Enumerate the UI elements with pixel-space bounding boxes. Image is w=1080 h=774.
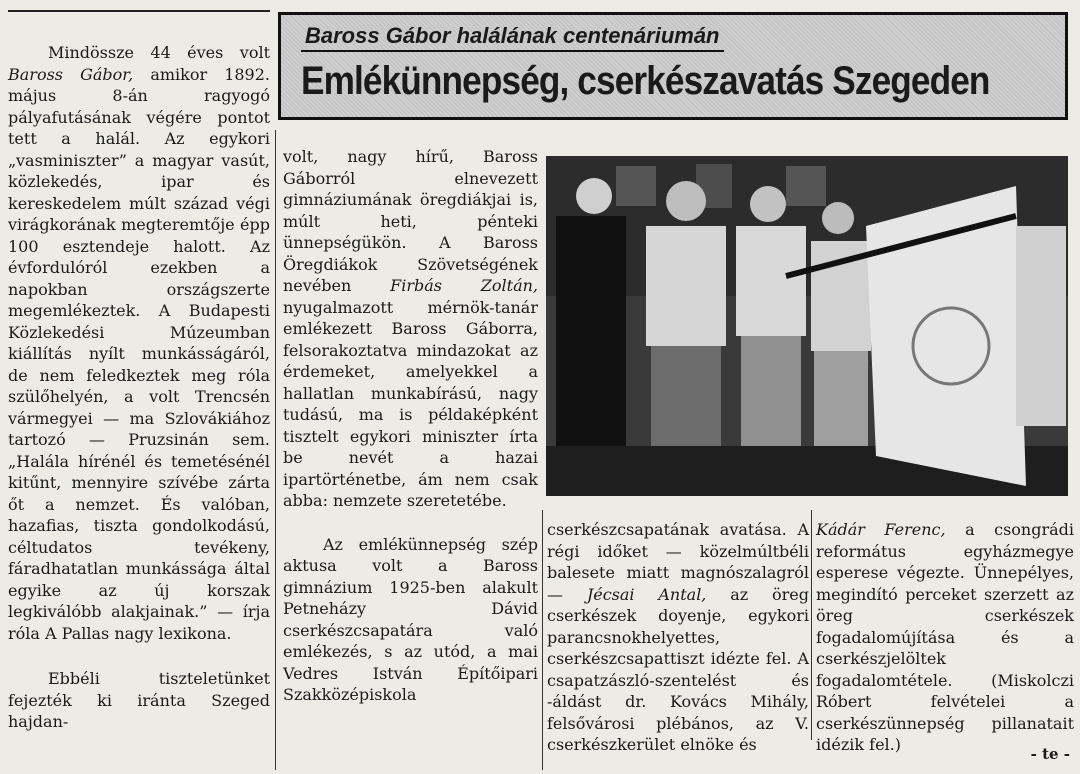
scout-ceremony-photo [546, 156, 1068, 496]
paragraph: volt, nagy hírű, Baross Gáborról elnevezett gimnáziumának öregdiákjai is, múlt heti, pénteki ünnepségükön. A Baross Öregdiákok Szövetségének nevében Firbás Zoltán, nyugalmazott mérnök-tanár emlékezett Baross Gáborra, felsorakoztatva mindazokat az érdemeket, amelyekkel a hallatlan munkabírású, nagy tudású, ma is példaképként tisztelt egykori miniszter írta be nevét a hazai ipartörténetbe, ám nem csak abba: nemzete szeretetébe. [283, 147, 538, 510]
paragraph: Mindössze 44 éves volt Baross Gábor, amikor 1892. május 8-án ragyogó pályafutásának végére pontot tett a halál. Az egykori „vasminiszter” a magyar vasút, közlekedés, ipar és kereskedelem múlt század végi virágkorának megteremtője épp 100 esztendeje halott. Az évfordulóról ezekben a napokban országszerte megemlékeztek. A Budapesti Közlekedési Múzeumban kiállítás nyílt munkásságáról, de nem feledkeztek meg róla szülőhelyén, a volt Trencsén vármegyei — ma Szlovákiához tartozó — Pruzsinán sem. „Halála hírénél és temetésénél kitűnt, mennyire szívébe zárta őt a nemzet. És valóban, hazafias, tiszta gondolkodású, céltudatos tevékeny, fáradhatatlan munkássága által egyike az új korszak legkiválóbb alakjainak.” — írja róla A Pallas nagy lexikona. [8, 43, 270, 643]
article-photo [546, 156, 1068, 496]
person-name: Firbás Zoltán, [390, 276, 538, 295]
article-column-1 [8, 42, 270, 733]
column-divider [811, 510, 812, 740]
paragraph: cserkészcsapatának avatása. A régi időket — közelmúltbéli balesete miatt magnószalagról — Jécsai Antal, az öreg cserkészek doyenje, egykori parancsnokhelyettes, cserkészcsapattiszt idézte fel. A csapatzászló-szentelést és -áldást dr. Kovács Mihály, felsővárosi plébános, az V. cserkészkerület elnöke és [547, 520, 809, 754]
article-column-4 [816, 519, 1074, 756]
headline-title: Emlékünnepség, cserkészavatás Szegeden [301, 59, 990, 103]
person-name: Jécsai Antal, [586, 584, 707, 604]
column-divider [275, 130, 276, 770]
paragraph: Ebbéli tiszteletünket fejezték ki iránta Szeged hajdan- [8, 669, 270, 731]
top-rule [8, 10, 270, 12]
author-signature: - te - [1030, 745, 1070, 763]
headline-box [278, 12, 1068, 120]
headline-kicker: Baross Gábor halálának centenáriumán [301, 23, 724, 52]
paragraph: Kádár Ferenc, a csongrádi református egyházmegye esperese végezte. Ünnepélyes, megindító perceket szerzett az öreg cserkészek fogadalomújítása és a cserkészjelöltek fogadalomtétele. (Miskolczi Róbert felvételei a cserkészünnepség pillanatait idézik fel.) [816, 520, 1074, 754]
column-divider [542, 510, 543, 770]
article-column-2 [283, 146, 538, 706]
person-name: Baross Gábor, [8, 64, 134, 84]
paragraph: Az emlékünnepség szép aktusa volt a Baross gimnázium 1925-ben alakult Petneházy Dávid cserkészcsapatára való emlékezés, s az utód, a mai Vedres István Építőipari Szakközépiskola [283, 534, 538, 704]
article-column-3 [547, 519, 809, 756]
person-name: Kádár Ferenc, [816, 520, 946, 539]
